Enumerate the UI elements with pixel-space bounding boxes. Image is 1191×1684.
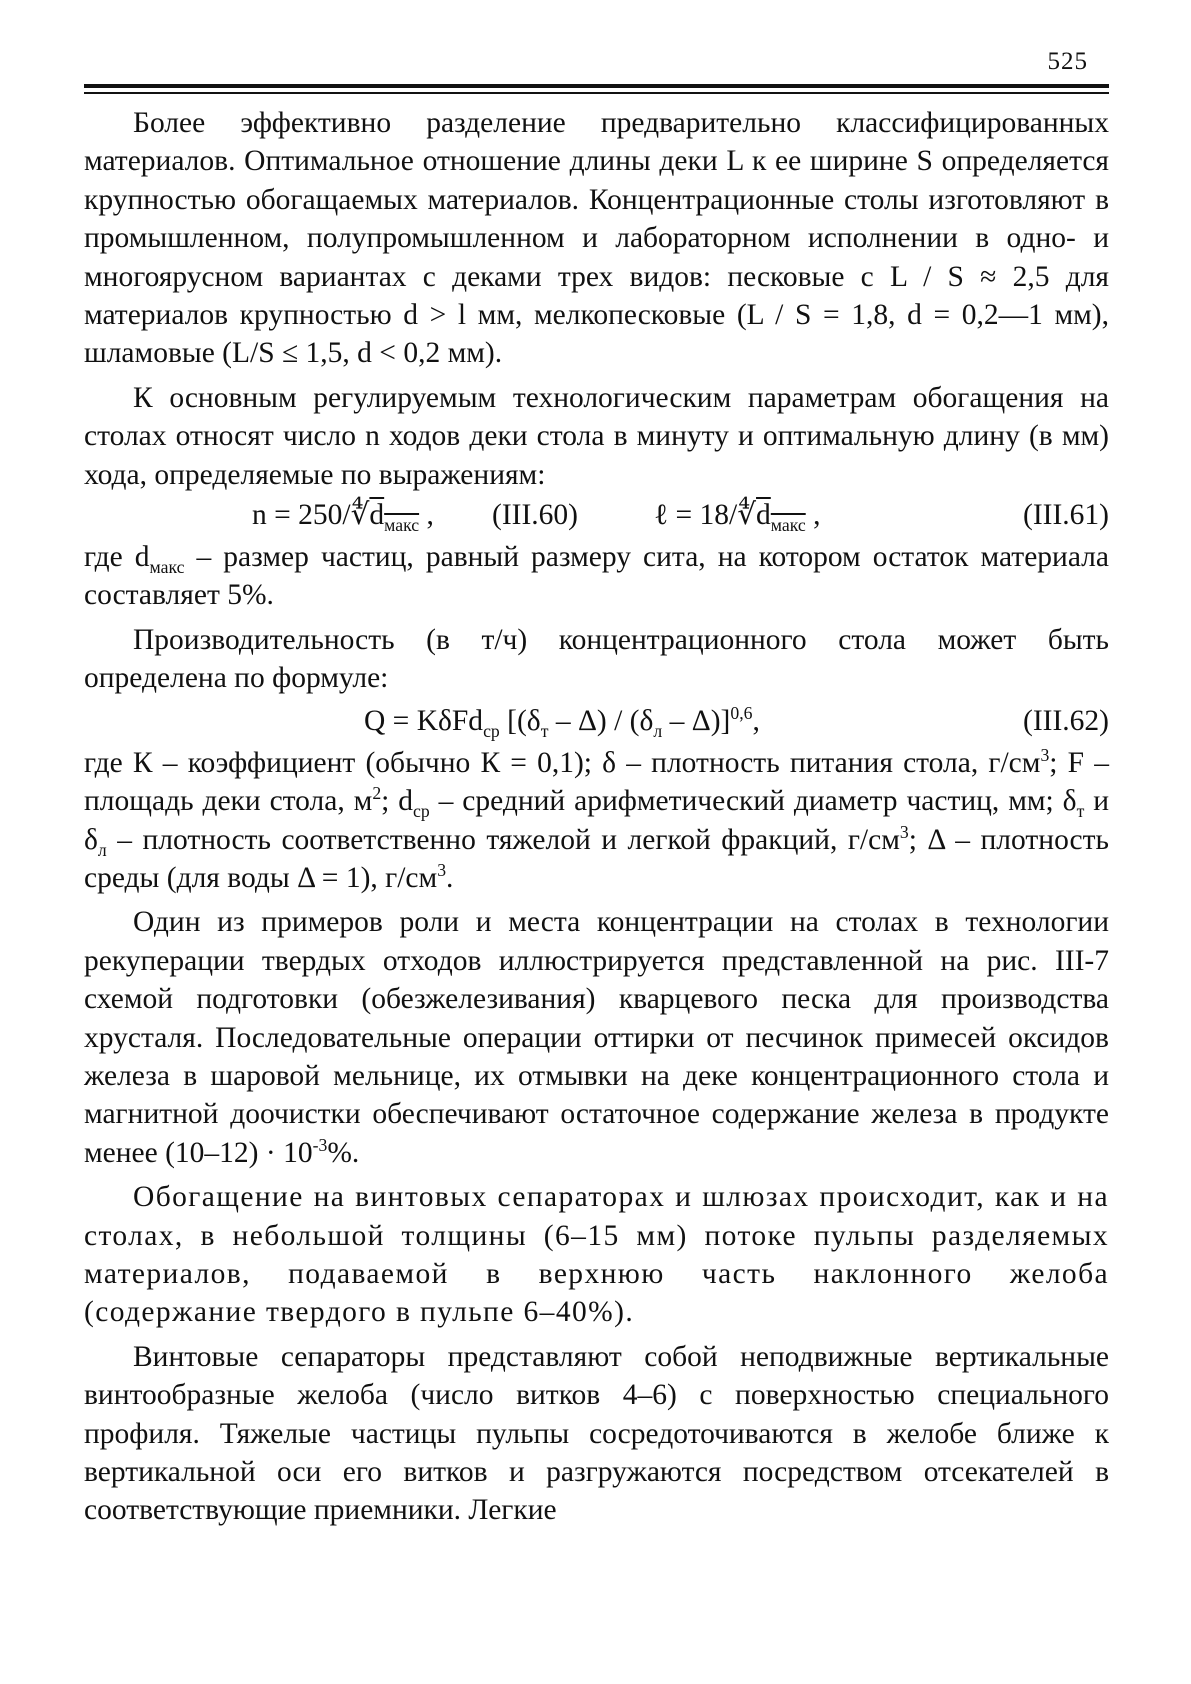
formula-iii-60: $n = 250/∜d_{макс}$ , [252, 499, 434, 535]
paragraph-spiral-separators: Винтовые сепараторы представляют собой неподвижные вертикальные винтообразные желоба (число витков 4–6) с поверхностью специального профиля. Тяжелые частицы пульпы сосредоточиваются в желобе ближе к вертикальной оси его витков и разгружаются посредством отсекателей в соответствующие приемники. Легкие [84, 1340, 1109, 1527]
body-text [84, 104, 1109, 1530]
paragraph-variables: где К – коэффициент (обычно К = 0,1); δ – плотность питания стола, $г/см^3$; F –площадь деки стола, $м^2$; $d_{ср}$ – средний арифметический диаметр частиц, мм; $\delta_т$ и $\delta_л$ – плотность соответственно тяжелой и легкой фракций, $г/см^3$; Δ – плотность среды (для воды Δ = 1), $г/см^3$. [84, 744, 1110, 894]
paragraph-parameters: К основным регулируемым технологическим параметрам обогащения на столах относят число n ходов деки стола в минуту и оптимальную длину (в мм) хода, определяемые по выражениям: [84, 381, 1109, 491]
paragraph-dmax-definition: где $d_{макс}$ – размер частиц, равный размеру сита, на котором остаток материала составляет 5%. [84, 541, 1110, 612]
page-number: 525 [1047, 48, 1088, 75]
formula-iii-61: ℓ = $18/∜d_{макс}$ , [654, 499, 821, 535]
formula-row-productivity [84, 702, 1109, 744]
header-rule-thin [84, 92, 1109, 94]
header-rule-thick [84, 84, 1109, 88]
formula-row-strokes-length [84, 496, 1109, 538]
formula-number-iii-60: (III.60) [492, 499, 578, 532]
paragraph-spiral-separators-intro: Обогащение на винтовых сепараторах и шлюзах происходит, как и на столах, в небольшой толщины (6–15 мм) потоке пульпы разделяемых материалов, подаваемой в верхнюю часть наклонного желоба (содержание твердого в пульпе 6–40%). [84, 1181, 1109, 1329]
formula-iii-62: Q = KδFd$_{ср}$ $[(\delta_т - \Delta) / (\delta_л - \Delta)]^{0,6}$, [364, 702, 760, 741]
paragraph-tables-classification: Более эффективно разделение предварительно классифицированных материалов. Оптимальное отношение длины деки L к ее ширине S определяется крупностью обогащаемых материалов. Концентрационные столы изготовляют в промышленном, полупромышленном и лабораторном исполнении в одно- и многоярусном вариантах с деками трех видов: песковые с L / S ≈ 2,5 для материалов крупностью d > l мм, мелкопесковые (L / S = 1,8, d = 0,2—1 мм), шламовые (L/S ≤ 1,5, d < 0,2 мм). [84, 107, 1109, 370]
formula-number-iii-61: (III.61) [1023, 499, 1109, 532]
paragraph-productivity: Производительность (в т/ч) концентрационного стола может быть определена по формуле: [84, 623, 1109, 695]
formula-number-iii-62: (III.62) [1023, 704, 1109, 737]
paragraph-recuperation-example: Один из примеров роли и места концентрации на столах в технологии рекуперации твердых отходов иллюстрируется представленной на рис. III-7 схемой подготовки (обезжелезивания) кварцевого песка для производства хрусталя. Последовательные операции оттирки от песчинок примесей оксидов железа в шаровой мельнице, их отмывки на деке концентрационного стола и магнитной доочистки обеспечивают остаточное содержание железа в продукте менее $(10-12) \cdot 10^{-3}\%$. [84, 906, 1109, 1169]
